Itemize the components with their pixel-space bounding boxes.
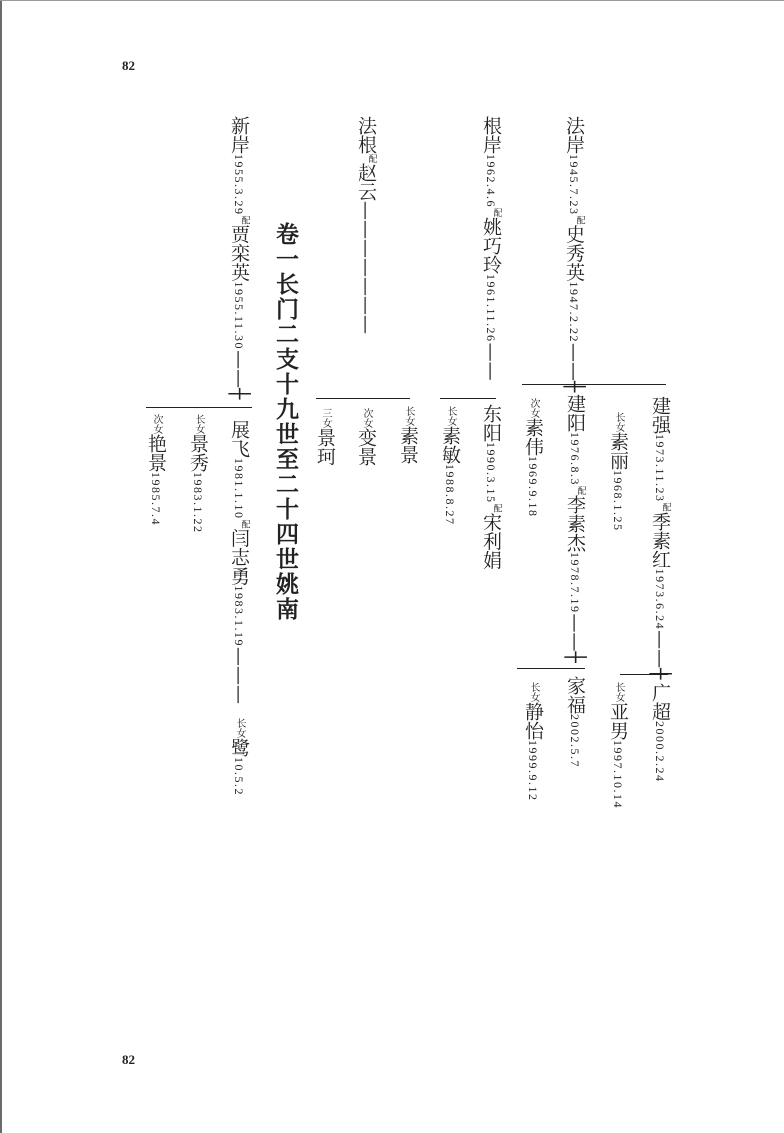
person-name: 景秀 <box>187 434 209 472</box>
entry-dong-yang <box>481 404 501 570</box>
entry-xin-an <box>229 116 249 400</box>
person-name: 展飞 <box>228 420 250 458</box>
entry-su-jing <box>398 406 417 464</box>
page-title: 卷一长门二支十九世至二十四世姚南 <box>272 222 298 622</box>
birth-date: 1997.10.14 <box>611 740 625 809</box>
birth-date: 1983.1.22 <box>191 472 205 534</box>
rank-label: 三女 <box>320 408 331 428</box>
entry-su-min <box>440 406 459 526</box>
branch-line-fa-an <box>522 384 666 385</box>
person-name: 景珂 <box>314 428 336 466</box>
spouse-name: 季素红 <box>649 511 671 569</box>
birth-date: 1969.9.18 <box>526 456 540 518</box>
rank-label: 次女 <box>361 408 372 428</box>
spouse-marker: 配 <box>239 215 250 225</box>
spouse-name: 姚巧玲 <box>480 217 502 274</box>
entry-fa-an <box>564 116 584 392</box>
branch-line-fa-gen <box>316 398 410 399</box>
birth-date: 1945.7.23 <box>567 154 581 216</box>
connector: ——┼ <box>563 343 585 393</box>
entry-bian-jing <box>356 408 375 466</box>
page-top-border <box>0 0 784 1</box>
connector: —— <box>480 342 502 381</box>
birth-date: 2002.5.7 <box>568 714 582 768</box>
spouse-marker: 配 <box>366 154 377 163</box>
branch-line-gen-an <box>440 398 496 399</box>
page-left-border <box>0 0 2 1133</box>
spouse-date: 1978.7.19 <box>568 552 582 614</box>
person-name: 鹭 <box>228 738 250 757</box>
person-name: 艳景 <box>145 434 167 472</box>
person-name: 新岸 <box>228 116 250 154</box>
spouse-marker: 配 <box>575 486 586 495</box>
birth-date: 1981.1.10 <box>232 458 246 520</box>
rank-label: 长女 <box>234 718 245 738</box>
branch-line-jian-qiang <box>620 674 668 675</box>
rank-label: 次女 <box>151 414 162 434</box>
connector: ——— <box>228 647 250 704</box>
person-name: 静怡 <box>522 702 544 740</box>
spouse-name: 李素杰 <box>564 495 586 552</box>
birth-date: 1962.4.6 <box>484 154 498 208</box>
person-name: 广超 <box>649 683 671 721</box>
spouse-marker: 配 <box>660 502 671 512</box>
connector: ——┼ <box>564 613 586 663</box>
page-number-top: 82 <box>122 58 135 73</box>
birth-date: 2000.2.24 <box>653 721 667 783</box>
birth-date: 10.5.2 <box>232 757 246 796</box>
person-name: 亚男 <box>607 702 629 740</box>
entry-su-wei <box>523 398 542 518</box>
person-name: 素景 <box>397 426 419 464</box>
rank-label: 长女 <box>613 412 624 432</box>
entry-yan-jing <box>146 414 165 526</box>
rank-label: 长女 <box>403 406 414 426</box>
spouse-name: 史秀英 <box>563 224 585 282</box>
person-name: 建阳 <box>564 394 586 432</box>
branch-line-jian-yang <box>517 668 585 669</box>
entry-gen-an <box>481 116 501 381</box>
person-name: 法根 <box>355 116 377 154</box>
spouse-date: 1983.1.19 <box>232 585 246 647</box>
birth-date: 1968.1.25 <box>611 470 625 532</box>
rank-label: 长女 <box>445 406 456 426</box>
rank-label: 长女 <box>613 682 624 702</box>
spouse-date: 1973.6.24 <box>653 568 667 631</box>
birth-date: 1999.9.12 <box>526 740 540 802</box>
person-name: 家福 <box>564 676 586 714</box>
entry-jian-qiang <box>650 396 670 680</box>
person-name: 根岸 <box>480 116 502 154</box>
spouse-marker: 配 <box>491 208 502 217</box>
entry-su-li <box>608 412 627 532</box>
spouse-name: 贾栾英 <box>228 224 250 282</box>
spouse-date: 1947.2.22 <box>567 281 581 343</box>
rank-label: 次女 <box>528 398 539 418</box>
spouse-marker: 配 <box>491 503 502 513</box>
spouse-name: 宋利娟 <box>480 512 502 570</box>
person-name: 建强 <box>649 396 671 434</box>
entry-guang-chao <box>650 683 669 783</box>
person-name: 素丽 <box>607 432 629 470</box>
rank-label: 长女 <box>528 682 539 702</box>
spouse-marker: 配 <box>574 215 585 225</box>
person-name: 素伟 <box>522 418 544 456</box>
entry-jing-yi <box>523 682 542 802</box>
entry-jia-fu <box>565 676 584 768</box>
birth-date: 1988.8.27 <box>443 464 457 526</box>
birth-date: 1990.3.15 <box>484 442 498 504</box>
birth-date: 1955.3.29 <box>232 154 246 216</box>
spouse-name: 赵云 <box>355 163 377 201</box>
spouse-marker: 配 <box>239 519 250 529</box>
entry-lu <box>229 718 248 796</box>
entry-jing-ke <box>315 408 334 466</box>
entry-ya-nan <box>608 682 627 809</box>
spouse-date: 1955.11.30 <box>232 281 246 351</box>
person-name: 变景 <box>355 428 377 466</box>
entry-jing-xiu <box>188 414 207 534</box>
spouse-name: 闫志勇 <box>228 528 250 586</box>
branch-line-xin-an <box>146 407 252 408</box>
connector: ——————— <box>355 201 377 334</box>
birth-date: 1973.11.23 <box>653 434 667 503</box>
person-name: 素敏 <box>439 426 461 464</box>
page-number-bottom: 82 <box>122 1052 135 1067</box>
connector: ——┼ <box>228 350 250 400</box>
entry-fa-gen <box>356 116 376 334</box>
person-name: 东阳 <box>480 404 502 442</box>
connector: ——┼ <box>649 630 671 680</box>
entry-zhan-fei <box>229 420 249 704</box>
birth-date: 1976.8.3 <box>568 432 582 486</box>
rank-label: 长女 <box>193 414 204 434</box>
birth-date: 1985.7.4 <box>149 472 163 526</box>
entry-jian-yang <box>565 394 585 663</box>
spouse-date: 1961.11.26 <box>484 274 498 343</box>
person-name: 法岸 <box>563 116 585 154</box>
